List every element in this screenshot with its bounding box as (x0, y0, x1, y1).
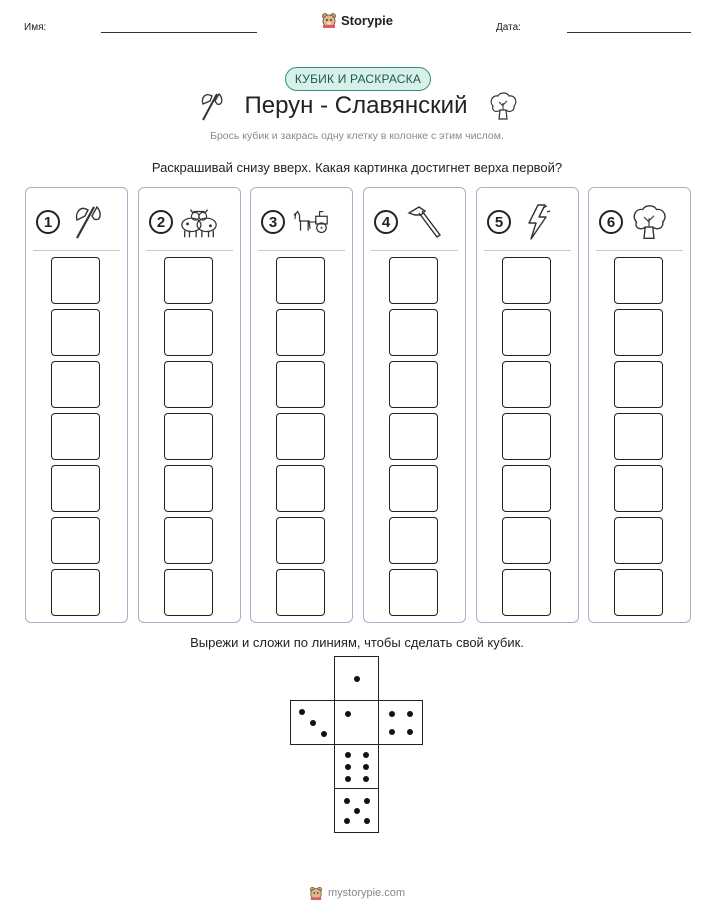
color-cell[interactable] (502, 361, 551, 408)
oak-tree-icon (487, 90, 519, 122)
column-3 (250, 187, 353, 623)
axe-icon (195, 90, 225, 122)
color-cell[interactable] (51, 517, 100, 564)
color-cell[interactable] (389, 361, 438, 408)
horse-cart-icon (291, 207, 331, 237)
dice-face-1 (334, 656, 379, 701)
dice-pip (354, 808, 360, 814)
axe-icon (67, 203, 105, 241)
column-divider (33, 250, 120, 251)
dice-pip (299, 709, 305, 715)
dice-pip (389, 711, 395, 717)
color-cell[interactable] (502, 309, 551, 356)
color-cell[interactable] (614, 569, 663, 616)
storypie-bear-icon (321, 12, 337, 28)
color-cell[interactable] (164, 413, 213, 460)
color-cell[interactable] (389, 517, 438, 564)
column-number: 3 (261, 210, 285, 234)
color-cell[interactable] (164, 517, 213, 564)
color-cell[interactable] (502, 465, 551, 512)
name-label: Имя: (24, 22, 47, 33)
color-cell[interactable] (51, 361, 100, 408)
hammer-icon (405, 203, 443, 241)
date-label: Дата: (496, 22, 521, 33)
name-line[interactable] (101, 32, 257, 33)
dice-face-6 (334, 744, 379, 789)
dice-pip (321, 731, 327, 737)
color-cell[interactable] (51, 257, 100, 304)
dice-face-4 (378, 700, 423, 745)
color-cell[interactable] (276, 465, 325, 512)
column-header (599, 202, 679, 242)
dice-pip (363, 752, 369, 758)
column-divider (596, 250, 683, 251)
lightning-icon (521, 203, 553, 241)
dice-pip (407, 729, 413, 735)
color-cell[interactable] (51, 309, 100, 356)
column-number: 1 (36, 210, 60, 234)
color-cell[interactable] (51, 465, 100, 512)
dice-pip (364, 798, 370, 804)
color-cell[interactable] (614, 257, 663, 304)
color-cell[interactable] (614, 465, 663, 512)
dice-pip (407, 711, 413, 717)
column-2 (138, 187, 241, 623)
subtitle: Брось кубик и закрась одну клетку в колонке с этим числом. (210, 130, 504, 142)
title-row (0, 90, 714, 122)
color-cell[interactable] (164, 361, 213, 408)
dice-face-5 (334, 788, 379, 833)
dice-pip (345, 711, 351, 717)
color-cell[interactable] (164, 309, 213, 356)
color-cell[interactable] (276, 361, 325, 408)
color-cell[interactable] (502, 413, 551, 460)
color-cell[interactable] (276, 569, 325, 616)
column-6 (588, 187, 691, 623)
color-cell[interactable] (51, 413, 100, 460)
dice-pip (344, 818, 350, 824)
dice-pip (310, 720, 316, 726)
color-cell[interactable] (276, 517, 325, 564)
column-header (36, 202, 116, 242)
column-divider (371, 250, 458, 251)
color-cell[interactable] (502, 517, 551, 564)
storypie-bear-icon (309, 886, 323, 900)
dice-pip (344, 798, 350, 804)
color-cell[interactable] (164, 569, 213, 616)
column-header (261, 202, 341, 242)
dice-pip (364, 818, 370, 824)
color-cell[interactable] (164, 257, 213, 304)
column-number: 5 (487, 210, 511, 234)
footer-url[interactable]: mystorypie.com (327, 887, 406, 899)
column-divider (146, 250, 233, 251)
color-cell[interactable] (276, 309, 325, 356)
column-number: 4 (374, 210, 398, 234)
color-cell[interactable] (389, 257, 438, 304)
column-number: 6 (599, 210, 623, 234)
column-number: 2 (149, 210, 173, 234)
column-4 (363, 187, 466, 623)
dice-pip (363, 764, 369, 770)
color-cell[interactable] (502, 257, 551, 304)
oxen-icon (179, 203, 219, 241)
column-5 (476, 187, 579, 623)
color-cell[interactable] (502, 569, 551, 616)
dice-face-1 (334, 700, 379, 745)
dice-pip (345, 776, 351, 782)
dice-pip (363, 776, 369, 782)
color-cell[interactable] (51, 569, 100, 616)
column-1 (25, 187, 128, 623)
cut-instruction: Вырежи и сложи по линиям, чтобы сделать свой кубик. (190, 635, 524, 650)
instruction: Раскрашивай снизу вверх. Какая картинка достигнет верха первой? (151, 160, 563, 175)
color-cell[interactable] (276, 413, 325, 460)
dice-pip (389, 729, 395, 735)
dice-face-3 (290, 700, 335, 745)
dice-pip (345, 764, 351, 770)
color-cell[interactable] (389, 413, 438, 460)
color-cell[interactable] (614, 413, 663, 460)
oak-tree-icon (629, 202, 669, 242)
color-cell[interactable] (389, 309, 438, 356)
page-title: Перун - Славянский (244, 92, 468, 119)
color-cell[interactable] (389, 569, 438, 616)
column-header (487, 202, 567, 242)
color-cell[interactable] (276, 257, 325, 304)
column-header (374, 202, 454, 242)
date-line[interactable] (567, 32, 691, 33)
footer (0, 886, 714, 900)
color-cell[interactable] (614, 309, 663, 356)
color-cell[interactable] (614, 361, 663, 408)
color-cell[interactable] (389, 465, 438, 512)
color-cell[interactable] (164, 465, 213, 512)
column-divider (484, 250, 571, 251)
column-divider (258, 250, 345, 251)
dice-pip (345, 752, 351, 758)
brand-logo (0, 12, 714, 28)
brand-name: Storypie (340, 12, 393, 28)
column-header (149, 202, 229, 242)
color-cell[interactable] (614, 517, 663, 564)
activity-badge: КУБИК И РАСКРАСКА (285, 67, 431, 91)
dice-pip (354, 676, 360, 682)
